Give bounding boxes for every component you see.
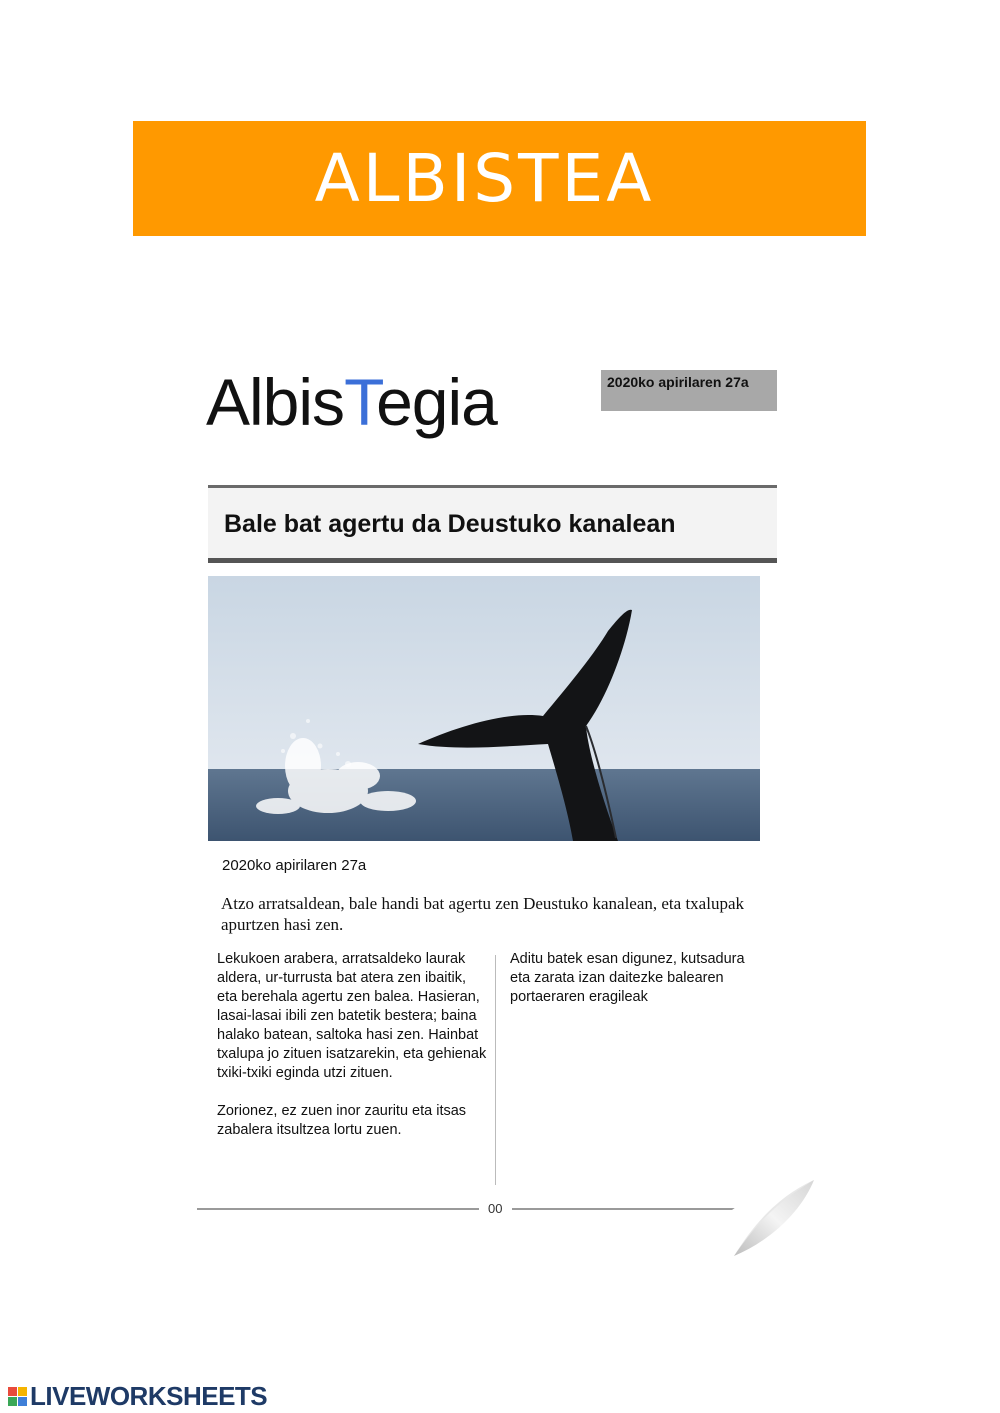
- left-paragraph-2: Zorionez, ez zuen inor zauritu eta itsas zabalera itsultzea lortu zuen.: [217, 1103, 467, 1138]
- issue-date-box: [601, 370, 777, 411]
- article-headline: Bale bat agertu da Deustuko kanalean: [224, 510, 676, 538]
- liveworksheets-logo: [8, 1381, 267, 1412]
- right-paragraph: Aditu batek esan digunez, kutsadura eta zarata izan daitezke balearen portaeraren eragileak: [510, 951, 745, 1005]
- masthead-part2: egia: [376, 365, 497, 439]
- page-number: 00: [488, 1201, 503, 1216]
- newspaper-masthead: [206, 364, 497, 440]
- whale-tail-photo: [208, 576, 760, 841]
- title-banner: [133, 121, 866, 236]
- footer-rule-right: [512, 1208, 737, 1210]
- article-right-column: [510, 950, 750, 1007]
- column-divider: [495, 955, 496, 1185]
- logo-square-2: [18, 1387, 27, 1396]
- article-lead: Atzo arratsaldean, bale handi bat agertu zen Deustuko kanalean, eta txalupak apurtzen hasi zen.: [221, 894, 744, 934]
- article-left-column: [217, 950, 487, 1140]
- issue-date: 2020ko apirilaren 27a: [607, 374, 749, 390]
- left-paragraph-1: Lekukoen arabera, arratsaldeko laurak aldera, ur-turrusta bat atera zen ibaitik, eta berehala agertu zen balea. Hasieran, lasai-lasai ibili zen batetik bestera; baina halako batean, saltoka hasi zen. Hainbat txalupa jo zituen isatzarekin, eta gehienak txiki-txiki eginda utzi zituen.: [217, 951, 487, 1081]
- logo-square-1: [8, 1387, 17, 1396]
- logo-text: LIVEWORKSHEETS: [30, 1381, 268, 1411]
- page-curl-icon: [732, 1150, 814, 1258]
- logo-mark-icon: [8, 1387, 27, 1406]
- whale-tail-illustration: [208, 576, 760, 841]
- article-dateline: 2020ko apirilaren 27a: [222, 857, 367, 874]
- banner-title: ALBISTEA: [314, 140, 655, 217]
- masthead-accent-letter: T: [344, 365, 377, 439]
- footer-rule-left: [197, 1208, 479, 1210]
- masthead-part1: Albis: [206, 365, 345, 439]
- logo-square-4: [18, 1397, 27, 1406]
- logo-square-3: [8, 1397, 17, 1406]
- headline-box: [208, 485, 777, 563]
